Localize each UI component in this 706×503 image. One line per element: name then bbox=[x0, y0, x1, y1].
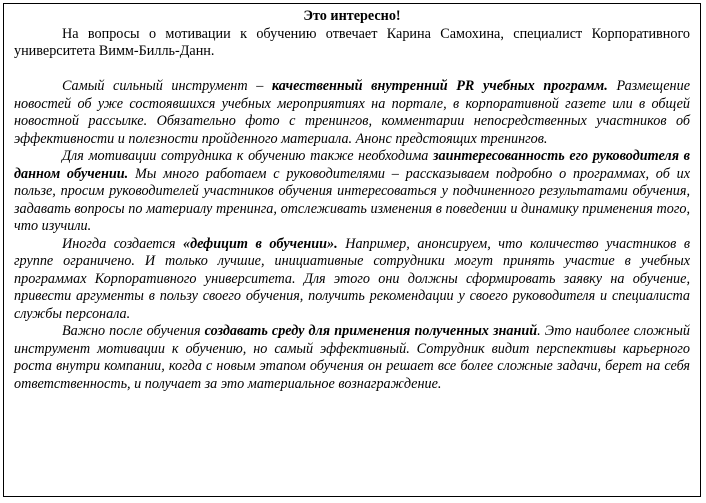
paragraph-manager bbox=[14, 148, 690, 236]
paragraph-deficit-body: Например, анонсируем, что количество участников в группе ограничено. И только лучшие, инициативные сотрудники могут принять участие в учебных программах Корпоративного университета. Для этого они должны сформировать заявку на обучение, привести аргументы в пользу своего обучения, получить рекомендации у своего руководителя и специалиста службы персонала. bbox=[14, 235, 690, 322]
paragraph-manager-lead: Для мотивации сотрудника к обучению также необходима bbox=[62, 148, 433, 164]
paragraph-environment bbox=[14, 323, 690, 393]
paragraph-deficit bbox=[14, 236, 690, 324]
paragraph-pr-lead: Самый сильный инструмент – bbox=[62, 78, 272, 94]
paragraph-manager-highlight: заинтересованность его руководителя в данном обучении. bbox=[14, 148, 690, 182]
paragraph-pr-body: Размещение новостей об уже состоявшихся учебных мероприятиях на портале, в корпоративной газете или в общей новостной рассылке. Обязательно фото с тренингов, комментарии непосредственных участников об эффективности и полезности пройденного материала. Анонс предстоящих тренингов. bbox=[14, 78, 690, 147]
paragraph-deficit-lead: Иногда создается bbox=[62, 235, 183, 252]
paragraph-pr bbox=[14, 78, 690, 148]
article-box bbox=[3, 3, 701, 497]
paragraph-gap bbox=[14, 61, 690, 79]
paragraph-manager-body: Мы много работаем с руководителями – рассказываем подробно о программах, об их пользе, просим руководителей участников обучения интересоваться у подчиненного результатами обучения, задавать вопросы по материалу тренинга, отслеживать изменения в поведении и динамику применения того, что изучили. bbox=[14, 165, 690, 234]
paragraph-environment-lead: Важно после обучения bbox=[62, 323, 205, 339]
paragraph-environment-body: . Это наиболее сложный инструмент мотивации к обучению, но самый эффективный. Сотрудник видит перспективы карьерного роста внутри компании, когда с новым этапом обучения он решает все более сложные задачи, берет на себя ответственность, и получает за это материальное вознаграждение. bbox=[14, 323, 690, 392]
intro-paragraph: На вопросы о мотивации к обучению отвечает Карина Самохина, специалист Корпоративного университета Вимм-Билль-Данн. bbox=[14, 25, 690, 59]
paragraph-deficit-highlight: «дефицит в обучении». bbox=[182, 235, 338, 252]
paragraph-pr-highlight: качественный внутренний PR учебных программ. bbox=[271, 78, 608, 94]
article-title: Это интересно! bbox=[303, 8, 401, 24]
paragraph-environment-highlight: создавать среду для применения полученных знаний bbox=[204, 323, 538, 339]
